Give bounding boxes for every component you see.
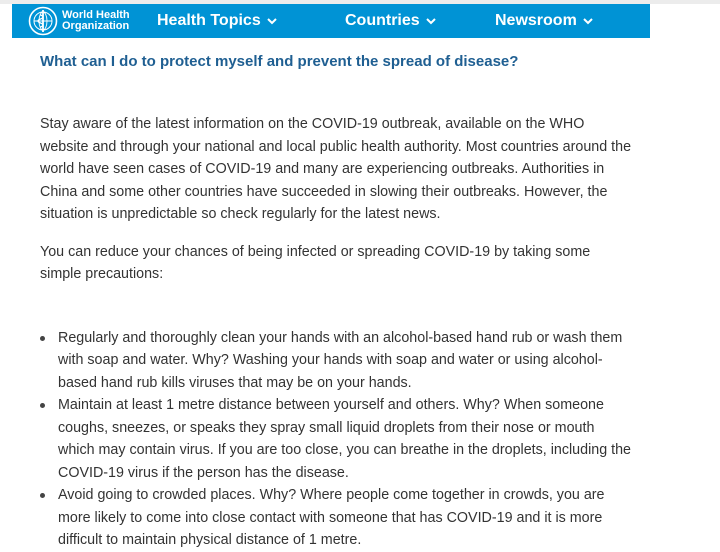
list-item — [40, 394, 652, 484]
paragraph-line: situation is unpredictable so check regularly for the latest news. — [40, 206, 441, 222]
list-item-line: difficult to maintain physical distance of 1 metre. — [58, 532, 362, 548]
nav-countries[interactable] — [345, 9, 437, 33]
chevron-down-icon — [266, 15, 278, 27]
paragraph-line: website and through your national and local public health authority. Most countries around the — [40, 138, 632, 155]
who-emblem-icon — [28, 6, 58, 36]
paragraph-line: China and some other countries have succeeded in slowing their outbreaks. However, the — [40, 183, 608, 200]
logo-text — [62, 10, 130, 32]
list-item-line: which may contain virus. If you are too close, you can breathe in the droplets, including the — [58, 442, 631, 458]
list-item — [40, 327, 652, 395]
list-item-line: Regularly and thoroughly clean your hands with an alcohol-based hand rub or wash them — [58, 329, 623, 346]
intro-paragraph — [40, 113, 652, 226]
paragraph-line: simple precautions: — [40, 266, 164, 282]
nav-newsroom[interactable] — [495, 9, 594, 33]
list-item-line: Avoid going to crowded places. Why? Where people come together in crowds, you are — [58, 487, 605, 503]
precautions-list — [40, 327, 652, 552]
logo-line-2: Organization — [62, 20, 130, 32]
nav-health-topics[interactable] — [157, 9, 278, 33]
paragraph-line: world have seen cases of COVID-19 and many are experiencing outbreaks. Authorities in — [40, 161, 605, 177]
list-item-line: based hand rub kills viruses that may be on your hands. — [58, 374, 412, 391]
chevron-down-icon — [582, 15, 594, 27]
site-navbar — [12, 4, 650, 38]
nav-health-topics-label: Health Topics — [157, 12, 261, 29]
paragraph-line: Stay aware of the latest information on the COVID-19 outbreak, available on the WHO — [40, 116, 585, 132]
nav-newsroom-label: Newsroom — [495, 12, 577, 29]
who-logo[interactable] — [28, 6, 130, 36]
nav-countries-label: Countries — [345, 12, 420, 29]
article-content — [40, 52, 652, 552]
list-item-line: Maintain at least 1 metre distance between yourself and others. Why? When someone — [58, 397, 604, 413]
logo-line-1: World Health — [62, 9, 130, 21]
list-item-line: with soap and water. Why? Washing your hands with soap and water or using alcohol- — [58, 352, 603, 368]
list-item-line: more likely to come into close contact with someone that has COVID-19 and it is more — [58, 509, 603, 526]
precautions-intro-paragraph — [40, 241, 652, 286]
question-heading: What can I do to protect myself and prevent the spread of disease? — [40, 53, 519, 70]
paragraph-line: You can reduce your chances of being infected or spreading COVID-19 by taking some — [40, 243, 591, 260]
list-item-line: coughs, sneezes, or speaks they spray small liquid droplets from their nose or mouth — [58, 419, 595, 436]
list-item — [40, 484, 652, 552]
list-item-line: COVID-19 virus if the person has the disease. — [58, 464, 349, 481]
chevron-down-icon — [425, 15, 437, 27]
